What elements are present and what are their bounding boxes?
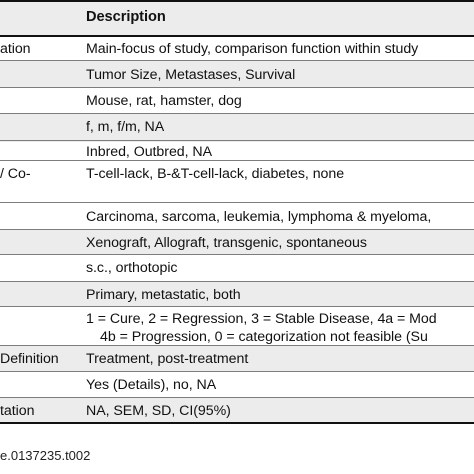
table-top-rule xyxy=(0,0,474,2)
row-divider-9 xyxy=(0,281,474,282)
header-bottom-rule xyxy=(0,35,474,37)
row-1-left-cell: ation xyxy=(0,41,31,57)
header-column-2: Description xyxy=(86,9,166,25)
table-citation: e.0137235.t002 xyxy=(0,448,91,463)
row-10-description: Primary, metastatic, both xyxy=(86,287,241,303)
row-divider-6 xyxy=(0,202,474,203)
row-4-description: f, m, f/m, NA xyxy=(86,119,165,135)
row-13-description: Treatment, post-treatment xyxy=(86,351,249,367)
row-divider-3 xyxy=(0,113,474,114)
table-bottom-rule xyxy=(0,422,474,424)
row-6-left-cell: / Co- xyxy=(0,166,31,182)
row-1-description: Main-focus of study, comparison function within study xyxy=(86,41,419,57)
row-divider-5 xyxy=(0,160,474,161)
row-divider-12 xyxy=(0,371,474,372)
row-14-description: Yes (Details), no, NA xyxy=(86,377,217,393)
table-band-2 xyxy=(0,114,474,142)
row-6-description: T-cell-lack, B-&T-cell-lack, diabetes, none xyxy=(86,166,345,182)
table-header-band xyxy=(0,0,474,35)
row-divider-8 xyxy=(0,254,474,255)
row-11-description-line-1: 1 = Cure, 2 = Regression, 3 = Stable Disease, 4a = Mod xyxy=(86,311,437,327)
row-7-description: Carcinoma, sarcoma, leukemia, lymphoma & myeloma, xyxy=(86,209,432,225)
row-divider-2 xyxy=(0,87,474,88)
row-2-description: Tumor Size, Metastases, Survival xyxy=(86,67,296,83)
row-divider-13 xyxy=(0,397,474,398)
row-divider-10 xyxy=(0,306,474,307)
row-8-description: Xenograft, Allograft, transgenic, spontaneous xyxy=(86,235,367,251)
row-15-left-cell: tation xyxy=(0,403,35,419)
row-13-left-cell: Definition xyxy=(0,351,59,367)
row-11-description-line-2: 4b = Progression, 0 = categorization not feasible (Su xyxy=(100,329,428,345)
row-3-description: Mouse, rat, hamster, dog xyxy=(86,93,242,109)
row-5-description: Inbred, Outbred, NA xyxy=(86,144,213,160)
row-divider-1 xyxy=(0,60,474,61)
row-divider-4 xyxy=(0,140,474,141)
row-divider-7 xyxy=(0,229,474,230)
row-9-description: s.c., orthotopic xyxy=(86,260,178,276)
table-band-6 xyxy=(0,397,474,422)
row-15-description: NA, SEM, SD, CI(95%) xyxy=(86,403,231,419)
